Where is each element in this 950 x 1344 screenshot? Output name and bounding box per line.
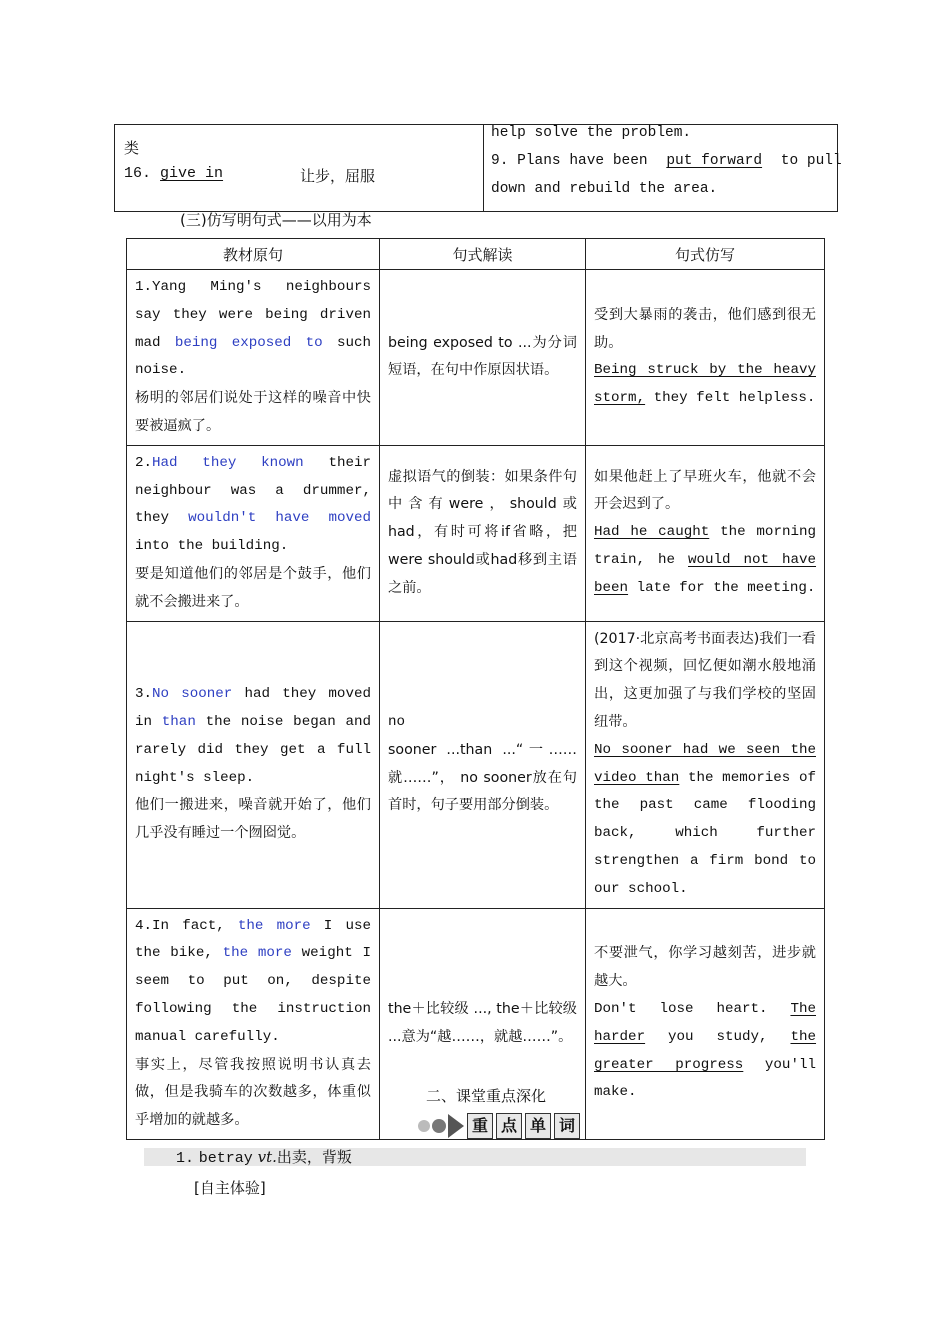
dot-icon [418, 1120, 430, 1132]
dot-icon [432, 1119, 446, 1133]
highlight: the more [237, 917, 311, 934]
imitation: 不要泄气，你学习越刻苦，进步就越大。 Don't lose heart. The harder you study, the greater progress you'll make. [586, 908, 825, 1139]
banner-char: 词 [554, 1113, 580, 1139]
highlight: wouldn't have moved [188, 510, 372, 527]
table-row [127, 445, 825, 621]
item-9-suffix: to pull [780, 153, 842, 169]
vocab-entry [176, 1148, 352, 1168]
pattern-explain: being exposed to ...为分词短语，在句中作原因状语。 [380, 270, 586, 446]
highlight: than [161, 713, 196, 730]
vocab-word: betray [198, 1150, 253, 1167]
imitation-answer: No sooner had we seen the video than [594, 741, 816, 786]
item-16-meaning: 让步，屈服 [300, 167, 376, 185]
imitation-answer: The harder [594, 1000, 816, 1045]
banner-char: 点 [496, 1113, 522, 1139]
item-16-phrase: give in [160, 165, 224, 182]
self-study-label: [自主体验] [194, 1179, 266, 1197]
imitation: 如果他赶上了早班火车，他就不会开会迟到了。 Had he caught the morning train, he would not have been late for the meeting. [586, 445, 825, 621]
table-divider [483, 125, 484, 211]
item-16-number: 16. [124, 165, 152, 182]
sentence-pattern-table [126, 238, 825, 1140]
vocab-pos: vt. [257, 1148, 277, 1166]
original-translation: 要是知道他们的邻居是个鼓手，他们就不会搬进来了。 [135, 565, 371, 610]
highlight: the more [222, 945, 292, 962]
section-3-title: (三)仿写明句式——以用为本 [180, 211, 372, 229]
header-explain: 句式解读 [380, 239, 586, 270]
original-sentence: 4.In fact, the more I use the bike, the more weight I seem to put on, despite following the instruction manual carefully. 事实上，尽管我按照说明书认真去做，但是我骑车的次数越多，体重似乎增加的就越多。 [127, 908, 380, 1139]
original-sentence: 2.Had they known their neighbour was a drummer, they wouldn't have moved into the building. 要是知道他们的邻居是个鼓手，他们就不会搬进来了。 [127, 445, 380, 621]
arrow-right-icon [448, 1114, 464, 1138]
imitation-prompt: 受到大暴雨的袭击，他们感到很无助。 [594, 306, 816, 351]
table-header-row [127, 239, 825, 270]
imitation-prompt: 如果他赶上了早班火车，他就不会开会迟到了。 [594, 468, 816, 513]
imitation-prompt: (2017·北京高考书面表达)我们一看到这个视频，回忆便如潮水般地涌出，这更加强了与我们学校的坚固纽带。 [594, 630, 816, 730]
item-9-phrase: put forward [666, 153, 763, 169]
item-9 [491, 153, 842, 169]
imitation-answer: the greater progress [594, 1028, 817, 1073]
right-line-1: help solve the problem. [491, 125, 692, 141]
original-translation: 杨明的邻居们说处于这样的噪音中快要被逼疯了。 [135, 390, 371, 434]
original-translation: 事实上，尽管我按照说明书认真去做，但是我骑车的次数越多，体重似乎增加的就越多。 [135, 1056, 371, 1129]
banner-char: 单 [525, 1113, 551, 1139]
banner-char: 重 [467, 1113, 493, 1139]
item-16 [124, 165, 376, 185]
original-translation: 他们一搬进来，噪音就开始了，他们几乎没有睡过一个囫囵觉。 [135, 797, 371, 842]
highlight: No sooner [152, 686, 233, 703]
item-9-prefix: 9. Plans have been [491, 153, 648, 169]
continuation-table [114, 124, 842, 212]
table-row [127, 270, 825, 446]
imitation: 受到大暴雨的袭击，他们感到很无助。 Being struck by the heavy storm, they felt helpless. [586, 270, 825, 446]
imitation-prompt: 不要泄气，你学习越刻苦，进步就越大。 [594, 945, 816, 990]
table-row [127, 621, 825, 908]
highlight: being exposed to [174, 334, 323, 351]
original-sentence: 3.No sooner had they moved in than the noise began and rarely did they get a full night's sleep. 他们一搬进来，噪音就开始了，他们几乎没有睡过一个囫囵觉。 [127, 621, 380, 908]
header-imitate: 句式仿写 [586, 239, 825, 270]
imitation: (2017·北京高考书面表达)我们一看到这个视频，回忆便如潮水般地涌出，这更加强了与我们学校的坚固纽带。 No sooner had we seen the video than the memories of the past came flooding back, which further strengthen a firm bond to our school. [586, 621, 825, 908]
right-line-3: down and rebuild the area. [491, 181, 718, 197]
category-char: 类 [124, 139, 140, 157]
imitation-answer: would not have been [594, 552, 817, 596]
pattern-explain: no sooner ...than ...“一……就……”， no sooner放在句首时，句子要用部分倒装。 [380, 621, 586, 908]
highlight: Had they known [152, 454, 304, 471]
imitation-answer: Had he caught [594, 524, 710, 541]
pattern-explain: 虚拟语气的倒装：如果条件句中含有were，should或had，有时可将if省略，把were should或had移到主语之前。 [380, 445, 586, 621]
vocab-number: 1. [176, 1150, 195, 1167]
original-sentence: 1.Yang Ming's neighbours say they were being driven mad being exposed to such noise. 杨明的邻居们说处于这样的噪音中快要被逼疯了。 [127, 270, 380, 446]
vocab-meaning: 出卖，背叛 [276, 1148, 352, 1166]
header-original: 教材原句 [127, 239, 380, 270]
pattern-explain: the＋比较级 ..., the＋比较级 ...意为“越……，就越……”。 [380, 908, 586, 1139]
imitation-answer: Being struck by the heavy storm, [594, 362, 816, 407]
key-words-banner [418, 1112, 580, 1140]
section-2-title: 二、课堂重点深化 [426, 1087, 547, 1105]
